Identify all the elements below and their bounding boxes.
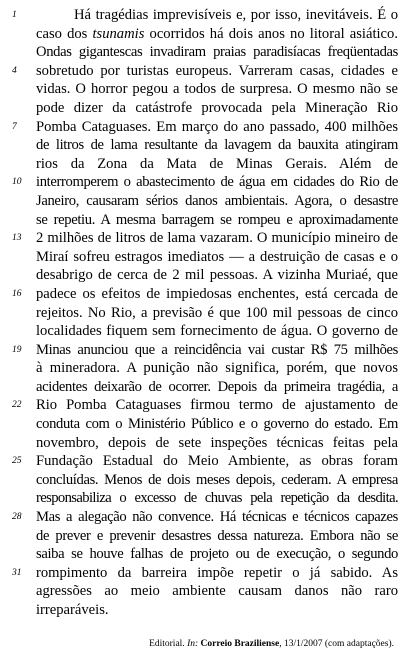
line-text: Rio Pomba Cataguases firmou termo de ajustamento de — [36, 397, 398, 414]
line-text: Fundação Estadual do Meio Ambiente, as obras foram — [36, 453, 398, 470]
line-text: Minas anunciou que a reincidência vai custar R$ 75 milhões — [36, 341, 398, 358]
line-text: responsabiliza o excesso de chuvas pela repetição da desdita. — [36, 490, 398, 507]
text-line — [0, 304, 404, 323]
line-text: sobretudo por turistas europeus. Varreram casas, cidades e — [36, 62, 398, 79]
text-line — [0, 6, 404, 25]
line-text: localidades fiquem sem fornecimento de água. O governo de — [36, 323, 398, 340]
text-line — [0, 564, 404, 583]
source-citation — [149, 639, 394, 649]
text-line — [0, 80, 404, 99]
line-text: desabrigo de cerca de 2 mil pessoas. A vizinha Muriaé, que — [36, 267, 398, 284]
source-prefix: Editorial. — [149, 639, 188, 649]
line-text: à mineradora. A punição não significa, porém, que novos — [36, 360, 398, 377]
text-line — [0, 266, 404, 285]
text-line — [0, 211, 404, 230]
source-in-label: In: — [187, 639, 199, 649]
line-text: Miraí sofreu estragos imediatos — a destruição de casas e o — [36, 248, 398, 265]
line-text: de litros de lama resultante da lavagem da bauxita atingiram — [36, 137, 398, 154]
text-line — [0, 118, 404, 137]
text-line — [0, 136, 404, 155]
text-line — [0, 192, 404, 211]
line-text: Ondas gigantescas invadiram praias paradisíacas freqüentadas — [36, 44, 398, 61]
line-text: Mas a alegação não convence. Há técnicas e técnicos capazes — [36, 509, 398, 526]
text-line — [0, 601, 404, 620]
line-text: rejeitos. No Rio, a previsão é que 100 mil pessoas de cinco — [36, 304, 398, 321]
line-number: 25 — [12, 456, 22, 467]
text-line — [0, 173, 404, 192]
line-text: acidentes deixarão de ocorrer. Depois da primeira tragédia, a — [36, 378, 398, 395]
text-line — [0, 248, 404, 267]
line-text: irreparáveis. — [36, 602, 109, 618]
line-number: 13 — [12, 233, 22, 244]
line-number: 10 — [12, 177, 22, 188]
line-text: 2 milhões de litros de lama vazaram. O município mineiro de — [36, 230, 398, 247]
text-line — [0, 322, 404, 341]
line-text: rompimento da barreira impõe repetir o já sabido. As — [36, 564, 398, 581]
line-text: vidas. O horror pegou a todos de surpresa. O mesmo não se — [36, 81, 398, 98]
line-text: pode dizer da catástrofe provocada pela Mineração Rio — [36, 99, 398, 116]
text-line — [0, 434, 404, 453]
line-text: rios da Zona da Mata de Minas Gerais. Além de — [36, 155, 398, 172]
text-line — [0, 508, 404, 527]
line-text: Janeiro, causaram sérios danos ambientais. Agora, o desastre — [36, 192, 398, 209]
text-line — [0, 285, 404, 304]
line-number: 1 — [12, 10, 17, 20]
line-number: 28 — [12, 512, 22, 523]
text-line — [0, 341, 404, 360]
text-line — [0, 229, 404, 248]
line-number: 22 — [12, 400, 22, 411]
source-publication: Correio Braziliense — [200, 639, 280, 649]
line-text: caso dos tsunamis ocorridos há dois anos no litoral asiático. — [36, 25, 398, 42]
line-number: 31 — [12, 567, 22, 578]
text-line — [0, 489, 404, 508]
text-line — [0, 359, 404, 378]
line-text: Há tragédias imprevisíveis e, por isso, inevitáveis. É o — [74, 7, 398, 23]
source-suffix: , 13/1/2007 (com adaptações). — [279, 639, 394, 649]
line-number: 16 — [12, 288, 22, 299]
line-text: padece os efeitos de impiedosas enchentes, está cercada de — [36, 285, 398, 302]
line-text: se repetiu. A mesma barragem se rompeu e aproximadamente — [36, 211, 398, 228]
line-text: novembro, depois de sete inspeções técnicas feitas pela — [36, 434, 398, 451]
text-line — [0, 415, 404, 434]
line-text: conduta com o Ministério Público e o governo do estado. Em — [36, 416, 398, 433]
line-text: concluídas. Menos de dois meses depois, cederam. A empresa — [36, 471, 398, 488]
text-line — [0, 582, 404, 601]
text-line — [0, 99, 404, 118]
text-line — [0, 25, 404, 44]
line-number: 7 — [12, 121, 17, 132]
line-number: 4 — [12, 65, 17, 76]
text-line — [0, 452, 404, 471]
line-text: saiba se houve falhas de projeto ou de execução, o segundo — [36, 546, 398, 563]
text-line — [0, 43, 404, 62]
text-line — [0, 527, 404, 546]
text-line — [0, 62, 404, 81]
text-line — [0, 545, 404, 564]
line-text: de prever e prevenir desastres dessa natureza. Embora não se — [36, 527, 398, 544]
line-number: 19 — [12, 344, 22, 355]
editorial-text — [0, 6, 404, 620]
text-line — [0, 471, 404, 490]
line-text: Pomba Cataguases. Em março do ano passado, 400 milhões — [36, 118, 398, 135]
text-line — [0, 155, 404, 174]
text-line — [0, 378, 404, 397]
line-text: agressões ao meio ambiente causam danos não raro — [36, 583, 398, 600]
text-line — [0, 396, 404, 415]
italic-word: tsunamis — [92, 25, 145, 42]
line-text: interromperem o abastecimento de água em cidades do Rio de — [36, 174, 398, 191]
